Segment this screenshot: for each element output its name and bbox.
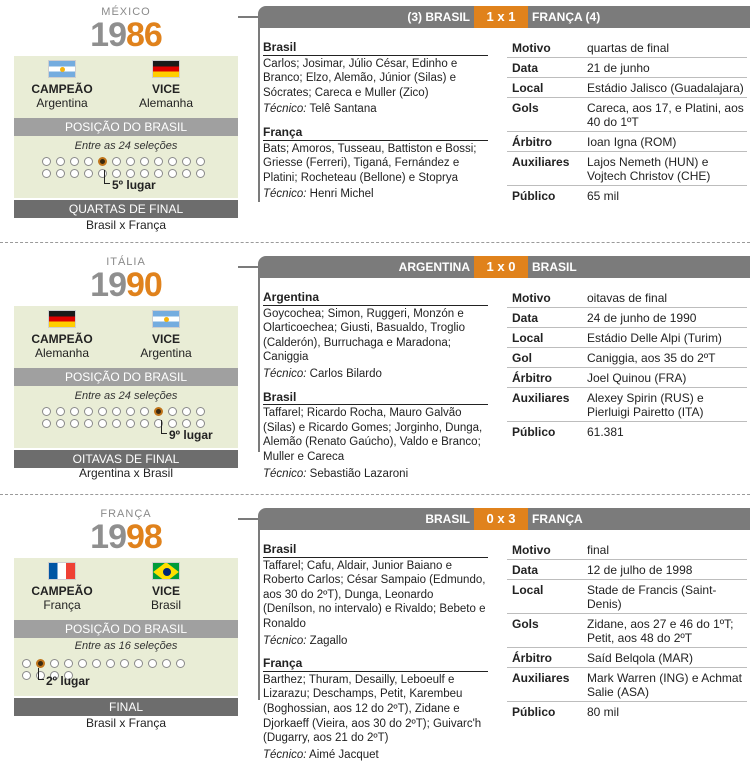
rank-dot [168, 169, 177, 178]
team-left: (3) BRASIL [407, 10, 470, 24]
rank-dot [70, 157, 79, 166]
place-leader [38, 668, 44, 680]
match-label: Argentina x Brasil [78, 466, 174, 480]
rank-dot [42, 419, 51, 428]
rank-dot [84, 419, 93, 428]
info-row: Público 61.381 [512, 425, 624, 439]
rank-dot [56, 169, 65, 178]
match-info-table [507, 288, 747, 441]
team1-name: Brasil [263, 40, 488, 56]
score-box: 0 x 3 [474, 508, 528, 530]
score-box: 1 x 1 [474, 6, 528, 28]
rank-dot [56, 407, 65, 416]
position-title: POSIÇÃO DO BRASIL [14, 118, 238, 136]
info-row: Motivo quartas de final [507, 38, 747, 58]
score-header [258, 256, 750, 278]
rank-dot [182, 157, 191, 166]
phase-label: QUARTAS DE FINAL [14, 200, 238, 218]
team2-players: Barthez; Thuram, Desailly, Leboeulf e Lizarazu; Deschamps, Petit, Karembeu (Boghossian, aos 12 do 2ºT), Zidane e Djorkaeff (Vieira, aos 30 do 2ºT); Guivarc'h (Dugarry, aos 21 do 2ºT) [263, 673, 482, 745]
team1-coach: Técnico: Carlos Bilardo [263, 367, 382, 380]
team-right: BRASIL [532, 260, 577, 274]
vice-box: VICE Alemanha [121, 60, 211, 110]
position-title: POSIÇÃO DO BRASIL [14, 620, 238, 638]
rank-dot [22, 671, 31, 680]
phase-label: FINAL [14, 698, 238, 716]
rank-dot [126, 169, 135, 178]
rank-dot [56, 157, 65, 166]
info-row: Data 12 de julho de 1998 [507, 560, 747, 580]
brazil-place: 2º lugar [46, 674, 90, 688]
vice-name: Argentina [140, 346, 192, 360]
france-flag [48, 562, 76, 580]
rank-dot [70, 419, 79, 428]
rank-dot [98, 419, 107, 428]
rank-dot [120, 659, 129, 668]
among-teams: Entre as 16 seleções [74, 640, 178, 652]
rank-dot [182, 407, 191, 416]
rank-dot [112, 169, 121, 178]
argentina-flag [48, 60, 76, 78]
rank-dot [154, 157, 163, 166]
germany-flag [48, 310, 76, 328]
rank-dot [92, 659, 101, 668]
germany-flag [152, 60, 180, 78]
edition-year: 1990 [90, 266, 162, 304]
rank-dot [168, 419, 177, 428]
rank-dot [196, 419, 205, 428]
rank-dot [98, 407, 107, 416]
host-country: ITÁLIA [106, 256, 146, 268]
brazil-position-panel [14, 558, 238, 696]
rank-dot [196, 169, 205, 178]
rank-dot [106, 659, 115, 668]
rank-dot [182, 169, 191, 178]
rank-dot [42, 157, 51, 166]
info-row: Árbitro Ioan Igna (ROM) [507, 132, 747, 152]
argentina-flag [152, 310, 180, 328]
host-country: MÉXICO [101, 6, 151, 18]
rank-dot [84, 157, 93, 166]
match-info-table [507, 540, 747, 721]
rank-dot [140, 157, 149, 166]
rank-dot [42, 169, 51, 178]
info-row: Auxiliares Alexey Spirin (RUS) e Pierluigi Pairetto (ITA) [507, 388, 747, 422]
rank-dot [140, 419, 149, 428]
brazil-position-panel [14, 56, 238, 198]
team2-coach: Técnico: Sebastião Lazaroni [263, 467, 409, 480]
info-row: Motivo oitavas de final [507, 288, 747, 308]
info-row: Árbitro Joel Quinou (FRA) [507, 368, 747, 388]
among-teams: Entre as 24 seleções [74, 140, 178, 152]
rank-dot [140, 407, 149, 416]
connector [238, 266, 260, 452]
team-left: BRASIL [425, 512, 470, 526]
team1-players: Carlos; Josimar, Júlio César, Edinho e Branco; Elzo, Alemão, Júnior (Silas) e Sócrates; Careca e Muller (Zico) [263, 57, 458, 99]
rank-dot [70, 407, 79, 416]
team2-coach: Técnico: Aimé Jacquet [263, 748, 379, 761]
score-header [258, 508, 750, 530]
section-divider [0, 242, 750, 243]
info-row: Local Estádio Delle Alpi (Turim) [507, 328, 747, 348]
brazil-rank-dot [154, 407, 163, 416]
host-country: FRANÇA [100, 508, 152, 520]
rank-dot [168, 407, 177, 416]
rank-dot [56, 419, 65, 428]
section-divider [0, 494, 750, 495]
info-row: Data 21 de junho [507, 58, 747, 78]
brazil-flag [152, 562, 180, 580]
rank-dot [168, 157, 177, 166]
champion-box: CAMPEÃO França [17, 562, 107, 612]
info-row: Auxiliares Mark Warren (ING) e Achmat Salie (ASA) [507, 668, 747, 702]
lineups [263, 290, 488, 481]
info-row: Árbitro Saíd Belqola (MAR) [507, 648, 747, 668]
brazil-place: 5º lugar [112, 178, 156, 192]
team1-name: Brasil [263, 542, 488, 558]
champion-name: Argentina [36, 96, 88, 110]
place-leader [104, 170, 110, 184]
match-label: Brasil x França [85, 218, 167, 232]
lineups [263, 40, 488, 202]
vice-name: Alemanha [138, 96, 194, 110]
team2-players: Bats; Amoros, Tusseau, Battiston e Bossi; Griesse (Ferreri), Tiganá, Fernández e Platini; Rocheteau (Bellone) e Stoprya [263, 142, 477, 184]
phase-label: OITAVAS DE FINAL [14, 450, 238, 468]
info-row: Data 24 de junho de 1990 [507, 308, 747, 328]
rank-dot [140, 169, 149, 178]
score-header [258, 6, 750, 28]
match-label: Brasil x França [85, 716, 167, 730]
vice-box: VICE Brasil [121, 562, 211, 612]
champion-name: Alemanha [34, 346, 90, 360]
rank-dot [64, 659, 73, 668]
match-info-table [507, 38, 747, 205]
team2-name: França [263, 125, 488, 141]
team-right: FRANÇA [532, 512, 583, 526]
rank-dot [50, 659, 59, 668]
team1-coach: Técnico: Zagallo [263, 634, 348, 647]
team2-players: Taffarel; Ricardo Rocha, Mauro Galvão (Silas) e Ricardo Gomes; Jorginho, Dunga, Alemão (Renato Gaúcho), Valdo e Branco; Muller e Careca [263, 407, 483, 463]
rank-dot [84, 169, 93, 178]
position-title: POSIÇÃO DO BRASIL [14, 368, 238, 386]
rank-dot [126, 407, 135, 416]
team1-players: Taffarel; Cafu, Aldair, Junior Baiano e Roberto Carlos; César Sampaio (Edmundo, aos 30 do 2ºT), Dunga, Leonardo (Denílson, no intervalo) e Rivaldo; Bebeto e Ronaldo [263, 559, 486, 630]
team1-players: Goycochea; Simon, Ruggeri, Monzón e Olarticoechea; Giusti, Basualdo, Troglio (Calderón), Burruchaga e Maradona; Caniggia [263, 307, 465, 364]
rank-dot [78, 659, 87, 668]
connector [238, 16, 260, 202]
rank-dot [196, 407, 205, 416]
rank-dot [112, 407, 121, 416]
vice-box: VICE Argentina [121, 310, 211, 360]
champion-box: CAMPEÃO Argentina [17, 60, 107, 110]
brazil-rank-dot [98, 157, 107, 166]
score-box: 1 x 0 [474, 256, 528, 278]
info-row: Público 80 mil [512, 705, 620, 719]
info-row: Motivo final [507, 540, 747, 560]
rank-dot [42, 407, 51, 416]
info-row: Público 65 mil [512, 189, 620, 203]
lineups [263, 542, 488, 762]
info-row: Local Stade de Francis (Saint-Denis) [507, 580, 747, 614]
champion-name: França [43, 598, 81, 612]
brazil-place: 9º lugar [169, 428, 213, 442]
team1-name: Argentina [263, 290, 488, 306]
team2-name: Brasil [263, 390, 488, 406]
info-row: Local Estádio Jalisco (Guadalajara) [507, 78, 747, 98]
rank-dot [134, 659, 143, 668]
team1-coach: Técnico: Telê Santana [263, 103, 377, 116]
info-row: Auxiliares Lajos Nemeth (HUN) e Vojtech Christov (CHE) [507, 152, 747, 186]
info-row: Gols Zidane, aos 27 e 46 do 1ºT; Petit, aos 48 do 2ºT [507, 614, 747, 648]
rank-dot [112, 157, 121, 166]
rank-dot [112, 419, 121, 428]
team-left: ARGENTINA [398, 260, 470, 274]
champion-box: CAMPEÃO Alemanha [17, 310, 107, 360]
connector [238, 518, 260, 700]
rank-dot [176, 659, 185, 668]
rank-dot [126, 157, 135, 166]
rank-dot [22, 659, 31, 668]
rank-dot [182, 419, 191, 428]
team2-name: França [263, 656, 488, 672]
vice-name: Brasil [150, 598, 181, 612]
info-row: Gol Caniggia, aos 35 do 2ºT [507, 348, 747, 368]
rank-dot [126, 419, 135, 428]
brazil-position-panel [14, 306, 238, 448]
info-row: Gols Careca, aos 17, e Platini, aos 40 do 1ºT [507, 98, 747, 132]
among-teams: Entre as 24 seleções [74, 390, 178, 402]
rank-dot [154, 169, 163, 178]
rank-dot [70, 169, 79, 178]
team-right: FRANÇA (4) [532, 10, 601, 24]
rank-dot [196, 157, 205, 166]
team2-coach: Técnico: Henri Michel [263, 188, 374, 201]
brazil-rank-dot [36, 659, 45, 668]
place-leader [161, 420, 167, 434]
edition-year: 1998 [90, 518, 162, 556]
rank-dot [162, 659, 171, 668]
edition-year: 1986 [90, 16, 162, 54]
rank-dot [84, 407, 93, 416]
rank-dot [148, 659, 157, 668]
